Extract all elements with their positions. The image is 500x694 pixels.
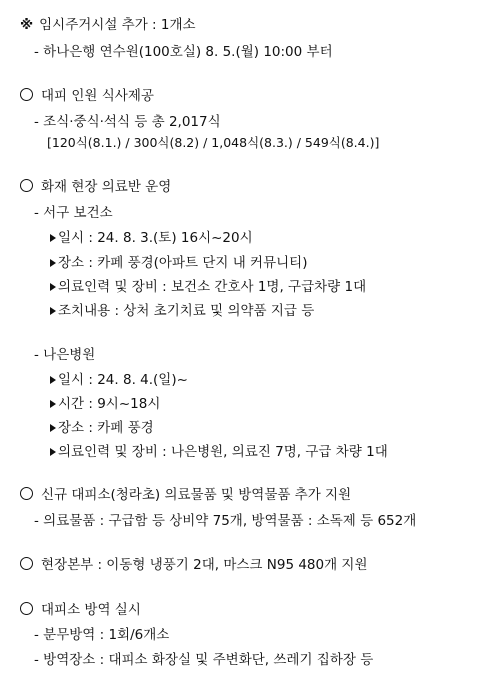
reference-mark: ※ — [20, 17, 34, 33]
naeun-place — [50, 419, 154, 437]
circle-bullet-icon — [20, 88, 33, 101]
supplies-heading — [20, 486, 351, 504]
temp-housing-title: 임시주거시설 추가 : 1개소 — [39, 17, 196, 33]
hq-title: 현장본부 : 이동형 냉풍기 2대, 마스크 N95 480개 지원 — [41, 557, 368, 573]
circle-bullet-icon — [20, 602, 33, 615]
seogu-health-center-label: - 서구 보건소 — [34, 205, 113, 221]
triangle-bullet-icon — [50, 448, 56, 456]
seogu-place-text: 장소 : 카페 풍경(아파트 단지 내 커뮤니티) — [58, 255, 308, 271]
medical-heading — [20, 178, 171, 196]
seogu-date-text: 일시 : 24. 8. 3.(토) 16시~20시 — [58, 230, 253, 246]
triangle-bullet-icon — [50, 307, 56, 315]
naeun-hospital-label: - 나은병원 — [34, 347, 96, 363]
triangle-bullet-icon — [50, 400, 56, 408]
naeun-place-text: 장소 : 카페 풍경 — [58, 420, 154, 436]
disinfection-item-places: - 방역장소 : 대피소 화장실 및 주변화단, 쓰레기 집하장 등 — [34, 652, 374, 668]
naeun-time — [50, 395, 160, 413]
temp-housing-item: - 하나은행 연수원(100호실) 8. 5.(월) 10:00 부터 — [34, 44, 333, 60]
supplies-title: 신규 대피소(청라초) 의료물품 및 방역물품 추가 지원 — [41, 487, 352, 503]
hq-heading — [20, 556, 368, 574]
circle-bullet-icon — [20, 179, 33, 192]
triangle-bullet-icon — [50, 424, 56, 432]
naeun-staff-text: 의료인력 및 장비 : 나은병원, 의료진 7명, 구급 차량 1대 — [58, 444, 388, 460]
seogu-date — [50, 229, 253, 247]
naeun-staff — [50, 443, 388, 461]
seogu-staff-text: 의료인력 및 장비 : 보건소 간호사 1명, 구급차량 1대 — [58, 279, 367, 295]
disinfection-item-spray: - 분무방역 : 1회/6개소 — [34, 627, 170, 643]
naeun-time-text: 시간 : 9시~18시 — [58, 396, 161, 412]
meals-heading — [20, 87, 154, 105]
naeun-date-text: 일시 : 24. 8. 4.(일)~ — [58, 372, 188, 388]
meals-detail: [120식(8.1.) / 300식(8.2) / 1,048식(8.3.) / 549식(8.4.)] — [47, 135, 380, 150]
seogu-place — [50, 254, 308, 272]
seogu-action-text: 조치내용 : 상처 초기치료 및 의약품 지급 등 — [58, 303, 315, 319]
seogu-action — [50, 302, 314, 320]
supplies-item: - 의료물품 : 구급함 등 상비약 75개, 방역물품 : 소독제 등 652개 — [34, 513, 417, 529]
circle-bullet-icon — [20, 487, 33, 500]
triangle-bullet-icon — [50, 376, 56, 384]
seogu-staff — [50, 278, 366, 296]
medical-title: 화재 현장 의료반 운영 — [41, 179, 172, 195]
triangle-bullet-icon — [50, 259, 56, 267]
triangle-bullet-icon — [50, 283, 56, 291]
temp-housing-heading — [20, 16, 196, 34]
circle-bullet-icon — [20, 557, 33, 570]
disinfection-heading — [20, 601, 141, 619]
naeun-date — [50, 371, 188, 389]
disinfection-title: 대피소 방역 실시 — [41, 602, 141, 618]
meals-title: 대피 인원 식사제공 — [41, 88, 154, 104]
meals-item: - 조식·중식·석식 등 총 2,017식 — [34, 114, 221, 130]
triangle-bullet-icon — [50, 234, 56, 242]
